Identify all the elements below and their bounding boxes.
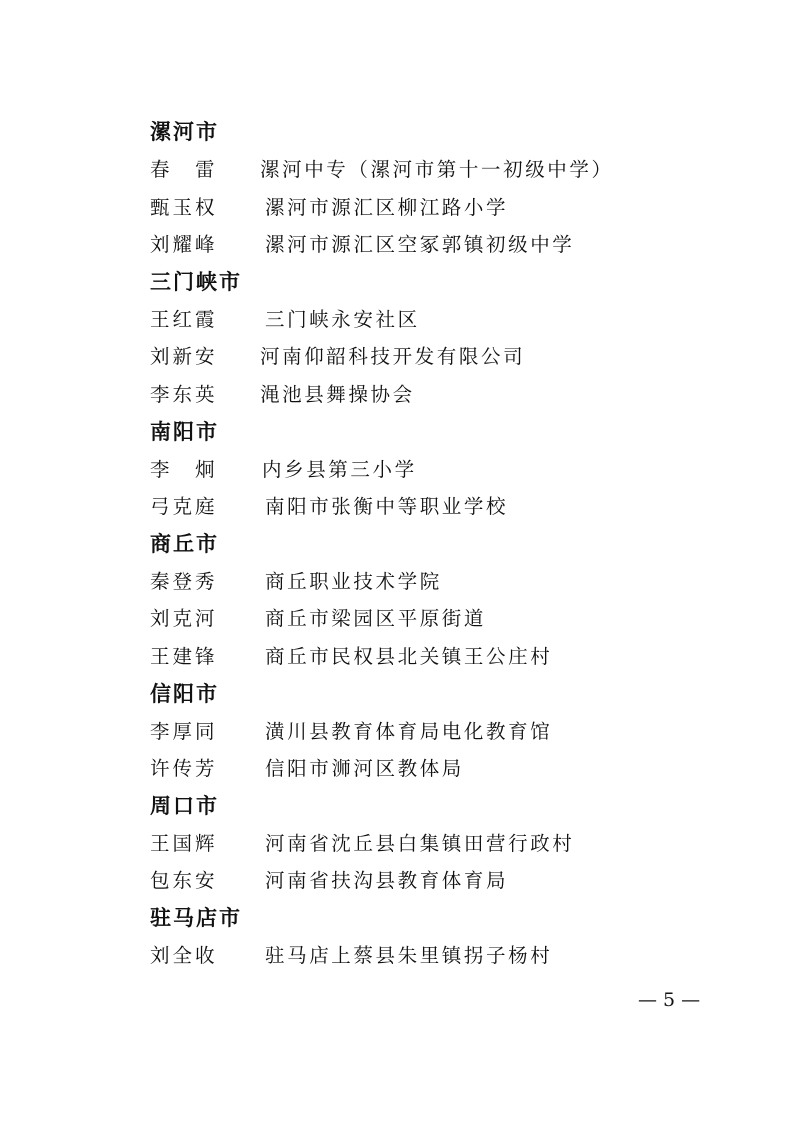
section-title: 漯河市 bbox=[150, 120, 219, 144]
person-name: 甄玉权 bbox=[150, 196, 218, 219]
organization: 三门峡永安社区 bbox=[265, 308, 420, 331]
person-name: 李东英 bbox=[150, 383, 218, 406]
person-name: 秦登秀 bbox=[150, 570, 218, 593]
organization: 商丘市梁园区平原街道 bbox=[265, 607, 487, 630]
person-name: 包东安 bbox=[150, 869, 218, 892]
section-title: 驻马店市 bbox=[150, 906, 242, 930]
organization: 河南省扶沟县教育体育局 bbox=[265, 869, 509, 892]
organization: 漯河市源汇区空冢郭镇初级中学 bbox=[265, 233, 575, 256]
person-name: 许传芳 bbox=[150, 757, 218, 780]
section-title: 商丘市 bbox=[150, 532, 219, 556]
organization: 驻马店上蔡县朱里镇拐子杨村 bbox=[265, 944, 553, 967]
organization: 漯河市源汇区柳江路小学 bbox=[265, 196, 509, 219]
organization: 内乡县第三小学 bbox=[262, 458, 417, 481]
person-name: 王红霞 bbox=[150, 308, 218, 331]
organization: 商丘市民权县北关镇王公庄村 bbox=[265, 645, 553, 668]
organization: 南阳市张衡中等职业学校 bbox=[265, 495, 509, 518]
person-name: 刘新安 bbox=[150, 345, 218, 368]
person-name: 弓克庭 bbox=[150, 495, 218, 518]
organization: 渑池县舞操协会 bbox=[260, 383, 415, 406]
section-title: 周口市 bbox=[150, 794, 219, 818]
organization: 商丘职业技术学院 bbox=[265, 570, 442, 593]
person-name: 李厚同 bbox=[150, 720, 218, 743]
organization: 河南仰韶科技开发有限公司 bbox=[260, 345, 526, 368]
page-number: — 5 — bbox=[638, 989, 701, 1011]
person-name: 李 炯 bbox=[150, 458, 218, 481]
person-name: 王国辉 bbox=[150, 832, 218, 855]
organization: 漯河中专（漯河市第十一初级中学） bbox=[260, 158, 614, 181]
organization: 河南省沈丘县白集镇田营行政村 bbox=[265, 832, 575, 855]
organization: 信阳市浉河区教体局 bbox=[265, 757, 464, 780]
person-name: 刘全收 bbox=[150, 944, 218, 967]
person-name: 王建锋 bbox=[150, 645, 218, 668]
person-name: 刘耀峰 bbox=[150, 233, 218, 256]
person-name: 刘克河 bbox=[150, 607, 218, 630]
section-title: 信阳市 bbox=[150, 682, 219, 706]
person-name: 春 雷 bbox=[150, 158, 218, 181]
section-title: 南阳市 bbox=[150, 420, 219, 444]
organization: 潢川县教育体育局电化教育馆 bbox=[265, 720, 553, 743]
section-title: 三门峡市 bbox=[150, 270, 242, 294]
